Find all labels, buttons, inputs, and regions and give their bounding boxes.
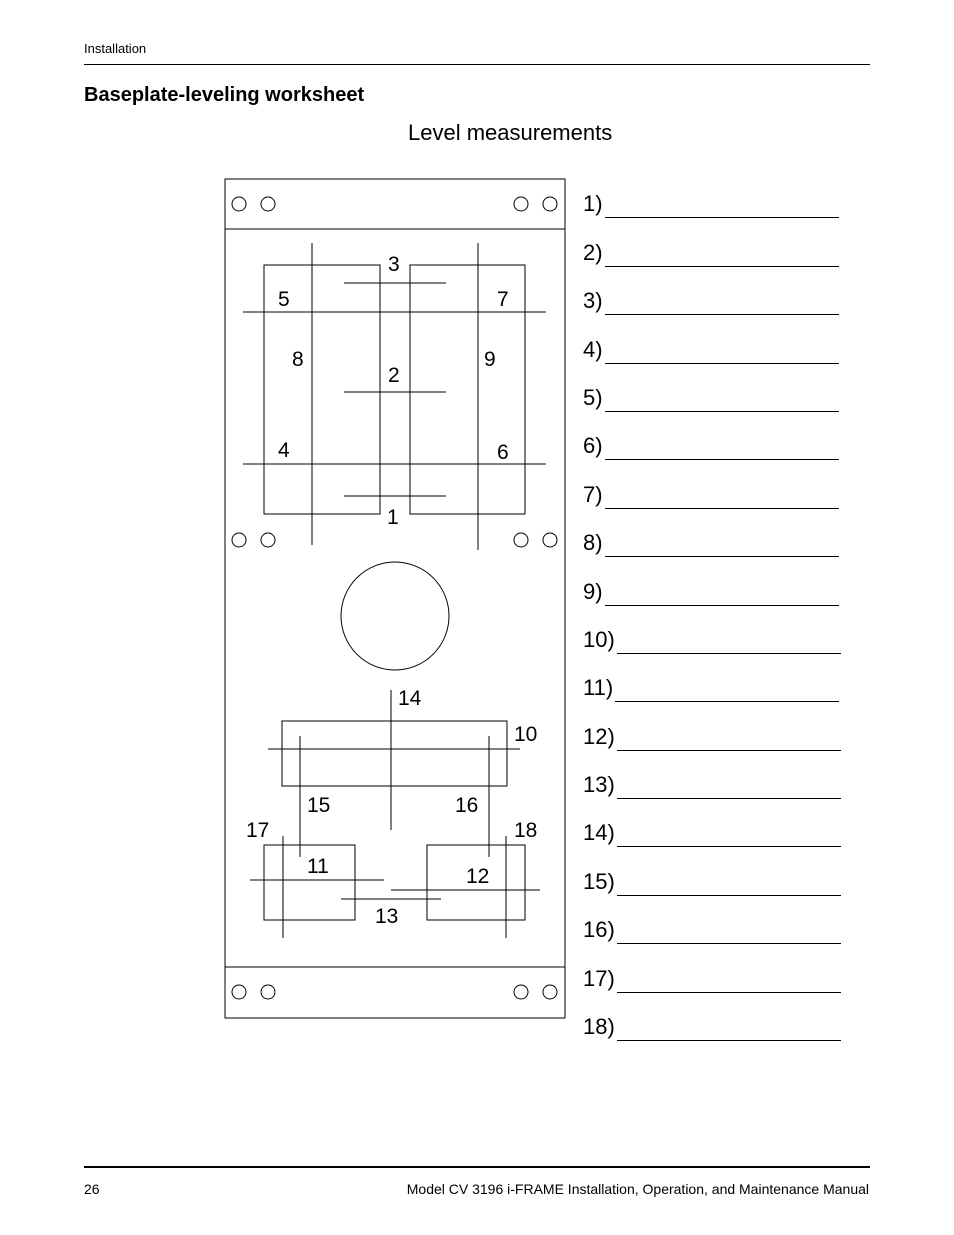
motor-pad (282, 721, 507, 786)
answer-blank[interactable] (617, 778, 841, 799)
section-title: Baseplate-leveling worksheet (84, 84, 365, 106)
point-label-13: 13 (375, 905, 399, 928)
answer-blank[interactable] (617, 826, 841, 847)
point-label-9: 9 (484, 348, 496, 371)
answer-blank[interactable] (617, 875, 841, 896)
measurement-number: 11) (583, 675, 614, 701)
measurement-row (583, 944, 841, 992)
point-label-10: 10 (514, 723, 538, 746)
measurement-list (583, 170, 841, 1041)
running-header: Installation (84, 41, 147, 56)
measurement-number: 7) (583, 481, 603, 507)
measurement-row (583, 993, 841, 1041)
baseplate-outline (225, 179, 565, 1018)
point-label-12: 12 (466, 865, 490, 888)
measurement-number: 6) (583, 433, 603, 459)
manual-title: Model CV 3196 i-FRAME Installation, Operation, and Maintenance Manual (406, 1181, 869, 1197)
point-label-5: 5 (278, 288, 290, 311)
answer-blank[interactable] (605, 536, 839, 557)
point-label-16: 16 (455, 794, 479, 817)
measurement-number: 1) (583, 191, 603, 217)
answer-blank[interactable] (605, 343, 839, 364)
bolt-hole (543, 533, 557, 547)
measurement-row (583, 847, 841, 895)
measurement-row (583, 170, 841, 218)
measurement-number: 9) (583, 578, 603, 604)
answer-blank[interactable] (605, 197, 839, 218)
measurement-row (583, 460, 841, 508)
footer-rule (84, 1166, 870, 1168)
answer-blank[interactable] (605, 488, 839, 509)
answer-blank[interactable] (617, 1020, 841, 1041)
measurement-row (583, 606, 841, 654)
point-label-4: 4 (278, 439, 290, 462)
bolt-hole (514, 533, 528, 547)
point-label-15: 15 (307, 794, 331, 817)
measurement-row (583, 315, 841, 363)
answer-blank[interactable] (605, 294, 839, 315)
bolt-hole (261, 985, 275, 999)
bolt-hole (232, 533, 246, 547)
answer-blank[interactable] (617, 923, 841, 944)
measurement-row (583, 364, 841, 412)
measurement-number: 14) (583, 820, 615, 846)
measurement-row (583, 557, 841, 605)
bolt-hole (514, 197, 528, 211)
measurement-number: 2) (583, 239, 603, 265)
measurement-row (583, 799, 841, 847)
measurement-row (583, 412, 841, 460)
measurement-number: 18) (583, 1014, 615, 1040)
bolt-hole (514, 985, 528, 999)
measurement-number: 4) (583, 336, 603, 362)
measurement-row (583, 751, 841, 799)
measurement-number: 10) (583, 626, 615, 652)
bolt-hole (232, 985, 246, 999)
measurement-number: 5) (583, 384, 603, 410)
bolt-hole (543, 197, 557, 211)
answer-blank[interactable] (615, 681, 839, 702)
point-label-3: 3 (388, 253, 400, 276)
measurement-number: 3) (583, 288, 603, 314)
measurement-number: 13) (583, 772, 615, 798)
measurement-number: 17) (583, 965, 615, 991)
answer-blank[interactable] (617, 730, 841, 751)
point-label-8: 8 (292, 348, 304, 371)
answer-blank[interactable] (605, 585, 839, 606)
measurement-row (583, 702, 841, 750)
measurement-number: 12) (583, 723, 615, 749)
page-number: 26 (84, 1181, 100, 1197)
answer-blank[interactable] (605, 439, 839, 460)
answer-blank[interactable] (605, 246, 839, 267)
measurement-row (583, 896, 841, 944)
answer-blank[interactable] (605, 391, 839, 412)
coupling-circle (341, 562, 449, 670)
point-label-17: 17 (246, 819, 270, 842)
measurement-number: 16) (583, 917, 615, 943)
bolt-hole (261, 197, 275, 211)
answer-blank[interactable] (617, 633, 841, 654)
measurement-row (583, 218, 841, 266)
measurement-row (583, 509, 841, 557)
point-label-6: 6 (497, 441, 509, 464)
measurement-row (583, 654, 841, 702)
answer-blank[interactable] (617, 972, 841, 993)
point-label-11: 11 (307, 855, 329, 878)
point-label-18: 18 (514, 819, 538, 842)
figure-title: Level measurements (408, 120, 613, 145)
bolt-hole (261, 533, 275, 547)
measurement-row (583, 267, 841, 315)
bolt-holes (232, 197, 557, 999)
bolt-hole (543, 985, 557, 999)
point-label-7: 7 (497, 288, 509, 311)
point-label-2: 2 (388, 364, 400, 387)
measurement-number: 15) (583, 868, 615, 894)
bolt-hole (232, 197, 246, 211)
point-label-14: 14 (398, 687, 422, 710)
measurement-number: 8) (583, 530, 603, 556)
point-label-1: 1 (387, 506, 399, 529)
